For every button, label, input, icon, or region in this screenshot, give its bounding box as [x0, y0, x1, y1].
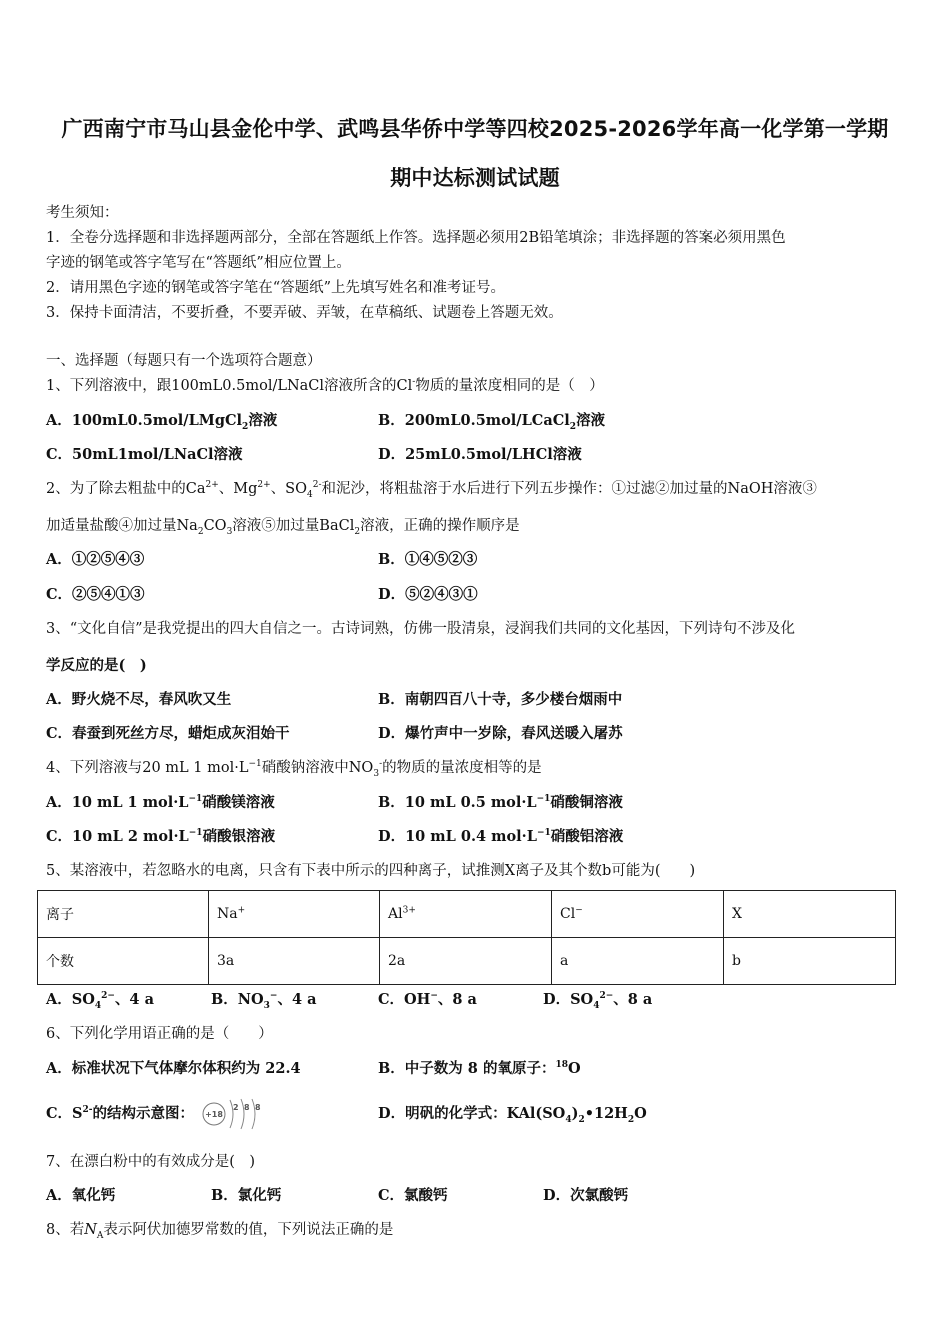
- section-heading: 一、选择题（每题只有一个选项符合题意）: [46, 353, 322, 369]
- q2-option-d: D．⑤②④③①: [378, 586, 478, 603]
- q2-option-c: C．②⑤④①③: [46, 586, 145, 603]
- question-2-stem-line2: 加适量盐酸④加过量$Na_2CO_3$溶液⑤加过量BaCl$_2$溶液，正确的操作顺序是: [46, 518, 520, 537]
- exam-title-line1: 广西南宁市马山县金伦中学、武鸣县华侨中学等四校2025-2026学年高一化学第一学期: [61, 117, 889, 141]
- question-1-stem: 1、下列溶液中，跟100mL0.5mol/LNaCl溶液所含的Cl-物质的量浓度相同的是（ ）: [46, 377, 604, 394]
- q3-option-b: B．南朝四百八十寺，多少楼台烟雨中: [378, 691, 623, 708]
- table-cell: $Al^{3+}$: [380, 891, 552, 938]
- q3-option-d: D．爆竹声中一岁除，春风送暖入屠苏: [378, 725, 623, 742]
- table-cell: Cl−: [552, 891, 724, 938]
- q3-option-a: A．野火烧不尽，春风吹又生: [46, 691, 232, 708]
- q4-option-a: A．10 mL 1 $mol\cdot L^{-1}$硝酸镁溶液: [46, 794, 275, 811]
- q2-option-a: A．①②⑤④③: [46, 551, 145, 568]
- notice-heading: 考生须知：: [46, 205, 119, 221]
- question-4-stem: 4、下列溶液与20 mL 1 $mol\cdot L^{-1}$硝酸钠溶液中$NO_3^-$的物质的量浓度相等的是: [46, 759, 542, 779]
- q4-option-b: B．10 mL 0.5 $mol\cdot L^{-1}$硝酸铜溶液: [378, 794, 623, 811]
- q6-option-a: A．标准状况下气体摩尔体积约为 22.4: [46, 1060, 301, 1077]
- q1-option-d: D．25mL0.5mol/LHCl溶液: [378, 446, 582, 463]
- question-3-stem-line2: 学反应的是( ): [46, 657, 147, 674]
- q5-option-d: D．$SO_4^{2-}$、8 a: [543, 991, 653, 1011]
- table-cell: 2a: [380, 938, 552, 985]
- question-3-stem-line1: 3、“文化自信”是我党提出的四大自信之一。古诗词熟，仿佛一股清泉，浸润我们共同的文化基因，下列诗句不涉及化: [46, 621, 796, 637]
- nucleus-charge: +18: [205, 1110, 223, 1119]
- electron-count: 8: [255, 1103, 261, 1112]
- table-cell: a: [552, 938, 724, 985]
- question-7-stem: 7、在漂白粉中的有效成分是( ): [46, 1154, 256, 1170]
- question-8-stem: 8、若$N_A$表示阿伏加德罗常数的值，下列说法正确的是: [46, 1222, 394, 1241]
- question-2-stem-line1: 2、为了除去粗盐中的$Ca^{2+}$、$Mg^{2+}$、$SO_4^{2-}$和泥沙，将粗盐溶于水后进行下列五步操作：①过滤②加过量的NaOH溶液③: [46, 480, 817, 500]
- q6-option-c: C．$S^{2-}$的结构示意图： +18 2 8 8: [46, 1094, 264, 1134]
- q4-option-c: C．10 mL 2 $mol\cdot L^{-1}$硝酸银溶液: [46, 828, 276, 845]
- q4-option-d: D．10 mL 0.4 $mol\cdot L^{-1}$硝酸铝溶液: [378, 828, 624, 845]
- q5-option-a: A．$SO_4^{2-}$、4 a: [46, 991, 154, 1011]
- q7-option-a: A．氧化钙: [46, 1187, 116, 1204]
- table-cell: 离子: [38, 891, 209, 938]
- atom-structure-diagram: [200, 1094, 264, 1134]
- question-5-stem: 5、某溶液中，若忽略水的电离，只含有下表中所示的四种离子，试推测X离子及其个数b可能为( ): [46, 863, 696, 879]
- notice-item-3: 3．保持卡面清洁，不要折叠，不要弄破、弄皱，在草稿纸、试题卷上答题无效。: [46, 305, 563, 321]
- notice-item-1b: 字迹的钢笔或答字笔写在“答题纸”相应位置上。: [46, 255, 351, 271]
- q5-option-b: B．$NO_3^-$、4 a: [211, 991, 317, 1011]
- electron-count: 2: [233, 1103, 239, 1112]
- table-row: [38, 938, 896, 985]
- electron-count: 8: [244, 1103, 250, 1112]
- table-cell: 个数: [38, 938, 209, 985]
- q2-option-b: B．①④⑤②③: [378, 551, 478, 568]
- q7-option-b: B．氯化钙: [211, 1187, 282, 1204]
- q7-option-d: D．次氯酸钙: [543, 1187, 629, 1204]
- q5-option-c: C．OH−、8 a: [378, 991, 477, 1008]
- notice-item-2: 2．请用黑色字迹的钢笔或答字笔在“答题纸”上先填写姓名和准考证号。: [46, 280, 506, 296]
- exam-title-line2: 期中达标测试试题: [390, 166, 560, 190]
- table-cell: b: [724, 938, 896, 985]
- q3-option-c: C．春蚕到死丝方尽，蜡炬成灰泪始干: [46, 725, 290, 742]
- table-cell: 3a: [209, 938, 380, 985]
- table-cell: Na+: [209, 891, 380, 938]
- notice-item-1a: 1．全卷分选择题和非选择题两部分，全部在答题纸上作答。选择题必须用2B铅笔填涂；非选择题的答案必须用黑色: [46, 230, 786, 246]
- table-cell: X: [724, 891, 896, 938]
- q6-option-d: D．明矾的化学式：$KAl(SO_4)_2•12H_2O$: [378, 1105, 647, 1125]
- q1-option-a: A．100mL0.5mol/LMgCl$_2$溶液: [46, 412, 278, 432]
- q1-option-b: B．200mL0.5mol/LCaCl$_2$溶液: [378, 412, 606, 432]
- q1-option-c: C．50mL1mol/LNaCl溶液: [46, 446, 243, 463]
- q7-option-c: C．氯酸钙: [378, 1187, 448, 1204]
- question-6-stem: 6、下列化学用语正确的是（ ）: [46, 1026, 273, 1042]
- table-row: [38, 891, 896, 938]
- q6-option-b: B．中子数为 8 的氧原子：$^{18}$O: [378, 1060, 581, 1077]
- ion-table: [37, 890, 896, 985]
